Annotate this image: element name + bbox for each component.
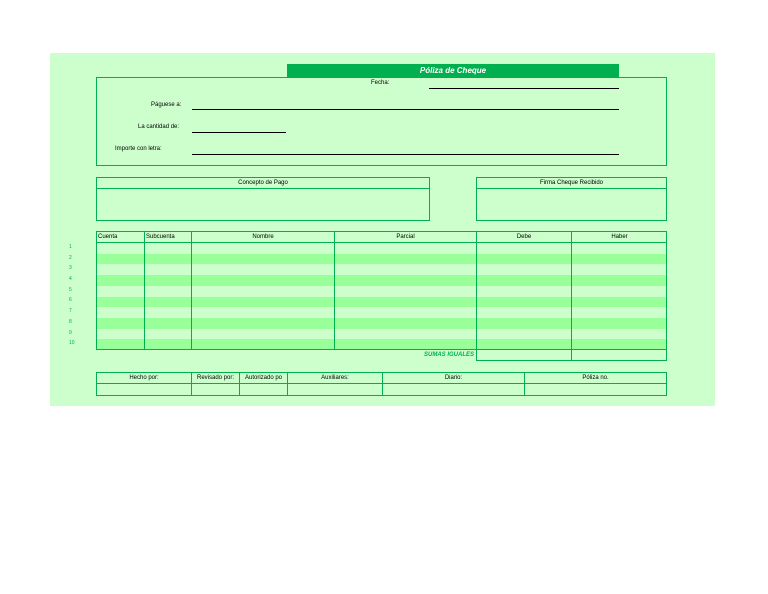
- column-divider: [571, 242, 572, 349]
- table-row[interactable]: [97, 318, 666, 329]
- fecha-field[interactable]: [429, 88, 619, 89]
- form-title: Póliza de Cheque: [287, 64, 619, 77]
- column-divider: [191, 242, 192, 349]
- col-nombre: Nombre: [192, 232, 335, 242]
- autorizado-por-field[interactable]: [240, 383, 288, 395]
- cantidad-field[interactable]: [192, 132, 286, 133]
- table-row[interactable]: [97, 307, 666, 318]
- revisado-por-label: Revisado por:: [192, 373, 240, 383]
- hecho-por-field[interactable]: [97, 383, 192, 395]
- importe-label: Importe con letra:: [115, 146, 162, 152]
- accounts-table: [96, 231, 667, 350]
- importe-field[interactable]: [192, 154, 619, 155]
- row-number: 8: [69, 319, 72, 325]
- poliza-no-label: Póliza no.: [582, 375, 609, 381]
- revisado-por-field[interactable]: [192, 383, 240, 395]
- row-number: 2: [69, 255, 72, 261]
- sumas-iguales-label: SUMAS IGUALES: [423, 352, 474, 358]
- auxiliares-label: Auxiliares:: [288, 373, 383, 383]
- row-number: 10: [69, 340, 75, 346]
- auxiliares-field[interactable]: [288, 383, 383, 395]
- sumas-totals: [476, 349, 667, 361]
- payee-box: [96, 77, 667, 166]
- firma-box: [476, 177, 667, 221]
- poliza-no-field[interactable]: [525, 383, 666, 395]
- cantidad-label: La cantidad de:: [138, 124, 180, 130]
- row-number: 3: [69, 265, 72, 271]
- concepto-header: Concepto de Pago: [97, 178, 429, 189]
- paguese-field[interactable]: [192, 109, 619, 110]
- table-row[interactable]: [97, 286, 666, 297]
- signature-footer: [96, 372, 667, 396]
- col-cuenta: Cuenta: [97, 232, 145, 242]
- table-row[interactable]: [97, 329, 666, 340]
- diario-field[interactable]: [383, 383, 525, 395]
- table-row[interactable]: [97, 254, 666, 265]
- hecho-por-label: Hecho por:: [97, 373, 192, 383]
- col-subcuenta: Subcuenta: [145, 232, 192, 242]
- autorizado-por-label: Autorizado po: [240, 373, 288, 383]
- row-number: 6: [69, 297, 72, 303]
- diario-label: Diario:: [383, 373, 525, 383]
- fecha-label: Fecha:: [371, 80, 390, 86]
- column-divider: [334, 242, 335, 349]
- table-row[interactable]: [97, 264, 666, 275]
- row-number: 5: [69, 287, 72, 293]
- column-divider: [476, 242, 477, 349]
- table-row[interactable]: [97, 275, 666, 286]
- paguese-label: Páguese a:: [151, 102, 182, 108]
- row-number: 1: [69, 244, 72, 250]
- col-parcial: Parcial: [335, 232, 477, 242]
- col-debe: Debe: [477, 232, 572, 242]
- col-haber: Haber: [611, 234, 628, 240]
- row-number: 9: [69, 330, 72, 336]
- table-row[interactable]: [97, 243, 666, 254]
- column-divider: [144, 242, 145, 349]
- row-number: 7: [69, 308, 72, 314]
- concepto-box: [96, 177, 430, 221]
- totals-divider: [571, 350, 572, 360]
- row-number: 4: [69, 276, 72, 282]
- table-row[interactable]: [97, 297, 666, 308]
- firma-header: Firma Cheque Recibido: [477, 178, 666, 189]
